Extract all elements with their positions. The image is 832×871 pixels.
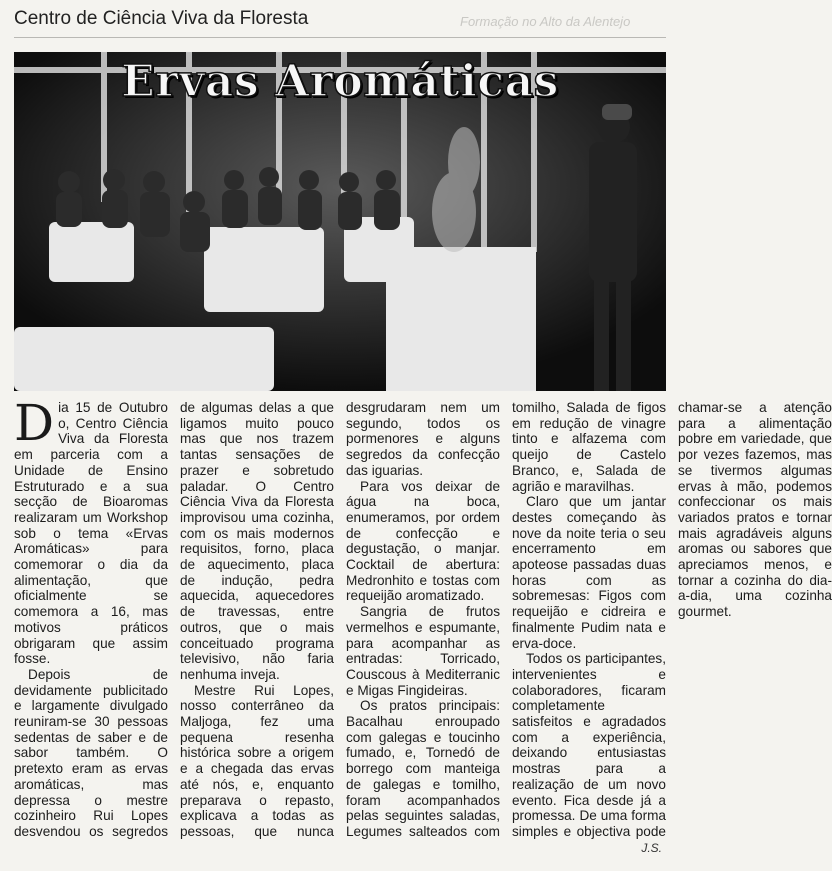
paragraph-text: ia 15 de Outubro o, Centro Ciência Viva da Floresta em parceria com a Unidade de Ensino Estruturado e a sua secção de Bioaromas realizaram um Workshop sob o tema «Ervas Aromáticas» para comemorar o dia da alimentação, que oficialmente se comemora a 16, mas motivos práticos obrigaram que assim fosse. — [14, 400, 168, 667]
article-paragraph: Os pratos principais: Bacalhau enroupado com galegas e toucinho fumado, e, Tornedó de borrego com manteiga de galegas e tomilho, foram acompanhados pelas seguintes saladas, Legumes salteados com tomilho, Salada de figos em redução de vinagre tinto e alfazema com queijo de Castelo Branco, e, Salada de agrião e maravilhas. — [346, 400, 666, 839]
article-paragraph: Sangria de frutos vermelhos e espumante, para acompanhar as entradas: Torricado, Couscous à Mediterranic e Migas Fingideiras. — [346, 604, 500, 698]
section-header: Centro de Ciência Viva da Floresta — [14, 8, 309, 29]
header-rule — [14, 37, 666, 38]
article-paragraph — [14, 394, 168, 667]
article-paragraph: Todos os participantes, intervenientes e colaboradores, ficaram completamente satisfeitos e agradados com a experiência, deixando entusiastas mostras para a realização de um novo evento. Fica desde já a promessa. De uma forma simples e objectiva pode chamar-se a atenção para a alimentação pobre em variedade, que por vezes fazemos, mas se tivermos algumas ervas à mão, podemos confeccionar os mais variados pratos e tornar mais agradáveis alguns aromas ou sabores que apreciamos menos, e tornar a cozinha do dia-a-dia, uma cozinha gourmet. — [512, 400, 832, 839]
article-paragraph: Para vos deixar de água na boca, enumeramos, por ordem de confecção e degustação, o manjar. Cocktail de abertura: Medronhito e tostas com requeijão aromatizado. — [346, 478, 500, 604]
drop-cap: D — [14, 394, 55, 452]
article-paragraph: Depois de devidamente publicitado e largamente divulgado reuniram-se 30 pessoas sedentas de saber e de sabor também. O pretexto eram as ervas aromáticas, mas depressa o mestre cozinheiro Rui Lopes desvendou os segredos de algumas delas a que ligamos muito pouco mas que nos trazem tantas sensações de prazer e sobretudo paladar. O Centro Ciência Viva da Floresta improvisou uma cozinha, com os mais modernos requisitos, forno, placa de aquecimento, placa de indução, pedra aquecida, aquecedores de travessas, entre outros, que o mais conceituado programa televisivo, não faria nenhuma inveja. — [14, 400, 334, 839]
author-signature: J.S. — [641, 841, 662, 855]
article-paragraph: Claro que um jantar destes começando às nove da noite teria o seu encerramento em apoteose passadas duas horas com as sobremesas: Figos com requeijão e cidreira e finalmente Pudim nata e erva-doce. — [512, 494, 666, 651]
faded-header-text: Formação no Alto da Alentejo — [460, 14, 631, 29]
headline: Ervas Aromáticas — [121, 56, 559, 107]
article-paragraph: Mestre Rui Lopes, nosso conterrâneo da Maljoga, fez uma pequena resenha histórica sobre a origem e a chegada das ervas até nós, e, enquanto preparava o repasto, explicava a todas as pessoas, que nunca desgrudaram nem um segundo, todos os pormenores e alguns segredos da confecção das iguarias. — [180, 400, 500, 839]
article-body — [14, 394, 832, 840]
